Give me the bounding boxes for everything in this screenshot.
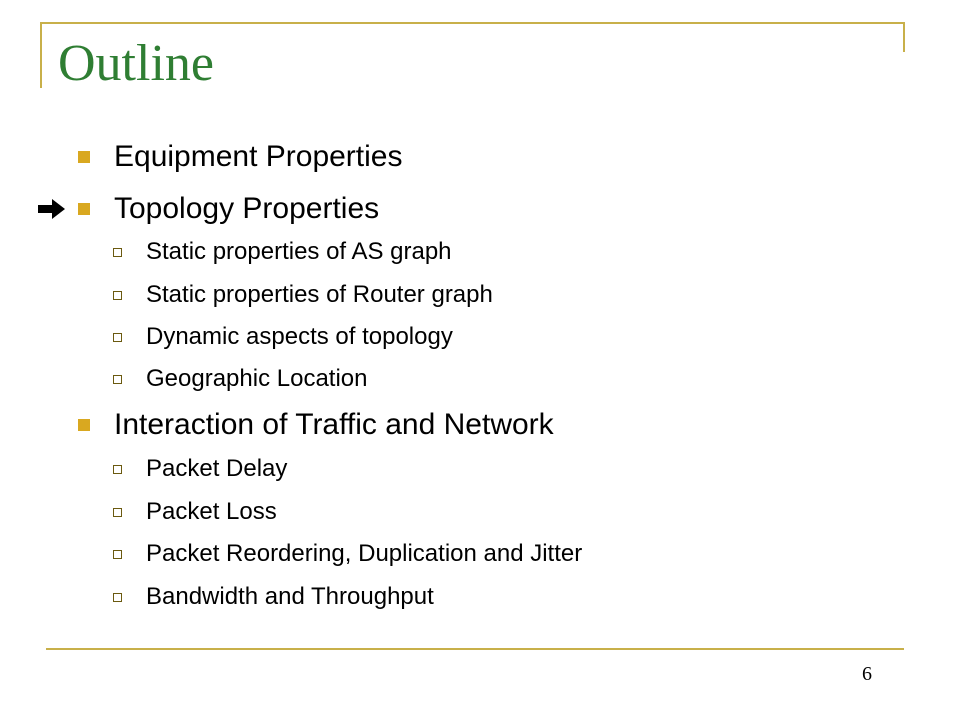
outline-subitem-label: Packet Delay [146,455,288,482]
outline-item-label: Topology Properties [114,192,380,225]
outline-subitem-label: Geographic Location [146,365,368,392]
hollow-square-bullet-icon [113,550,122,559]
outline-subitem-label: Static properties of AS graph [146,238,452,265]
outline-subitem-packet-reordering [113,542,582,566]
outline-subitem-static-as-graph [113,240,452,264]
outline-subitem-label: Packet Reordering, Duplication and Jitter [146,540,583,567]
outline-subitem-label: Bandwidth and Throughput [146,583,434,610]
outline-subitem-static-router-graph [113,283,493,307]
square-bullet-icon [78,203,90,215]
outline-item-topology-properties [78,194,379,224]
square-bullet-icon [78,151,90,163]
hollow-square-bullet-icon [113,333,122,342]
hollow-square-bullet-icon [113,248,122,257]
outline-subitem-label: Dynamic aspects of topology [146,323,453,350]
outline-subitem-label: Packet Loss [146,498,277,525]
outline-item-label: Interaction of Traffic and Network [114,408,554,441]
outline-subitem-geographic-location [113,367,367,391]
hollow-square-bullet-icon [113,291,122,300]
slide-title: Outline [58,35,214,92]
outline-subitem-packet-delay [113,457,287,481]
hollow-square-bullet-icon [113,465,122,474]
hollow-square-bullet-icon [113,593,122,602]
outline-subitem-bandwidth-throughput [113,585,434,609]
outline-item-equipment-properties [78,142,403,172]
outline-item-label: Equipment Properties [114,140,403,173]
outline-subitem-packet-loss [113,500,277,524]
hollow-square-bullet-icon [113,375,122,384]
hollow-square-bullet-icon [113,508,122,517]
outline-item-traffic-network [78,410,554,440]
page-number: 6 [862,663,872,685]
square-bullet-icon [78,419,90,431]
outline-subitem-label: Static properties of Router graph [146,281,493,308]
outline-subitem-dynamic-topology [113,325,453,349]
